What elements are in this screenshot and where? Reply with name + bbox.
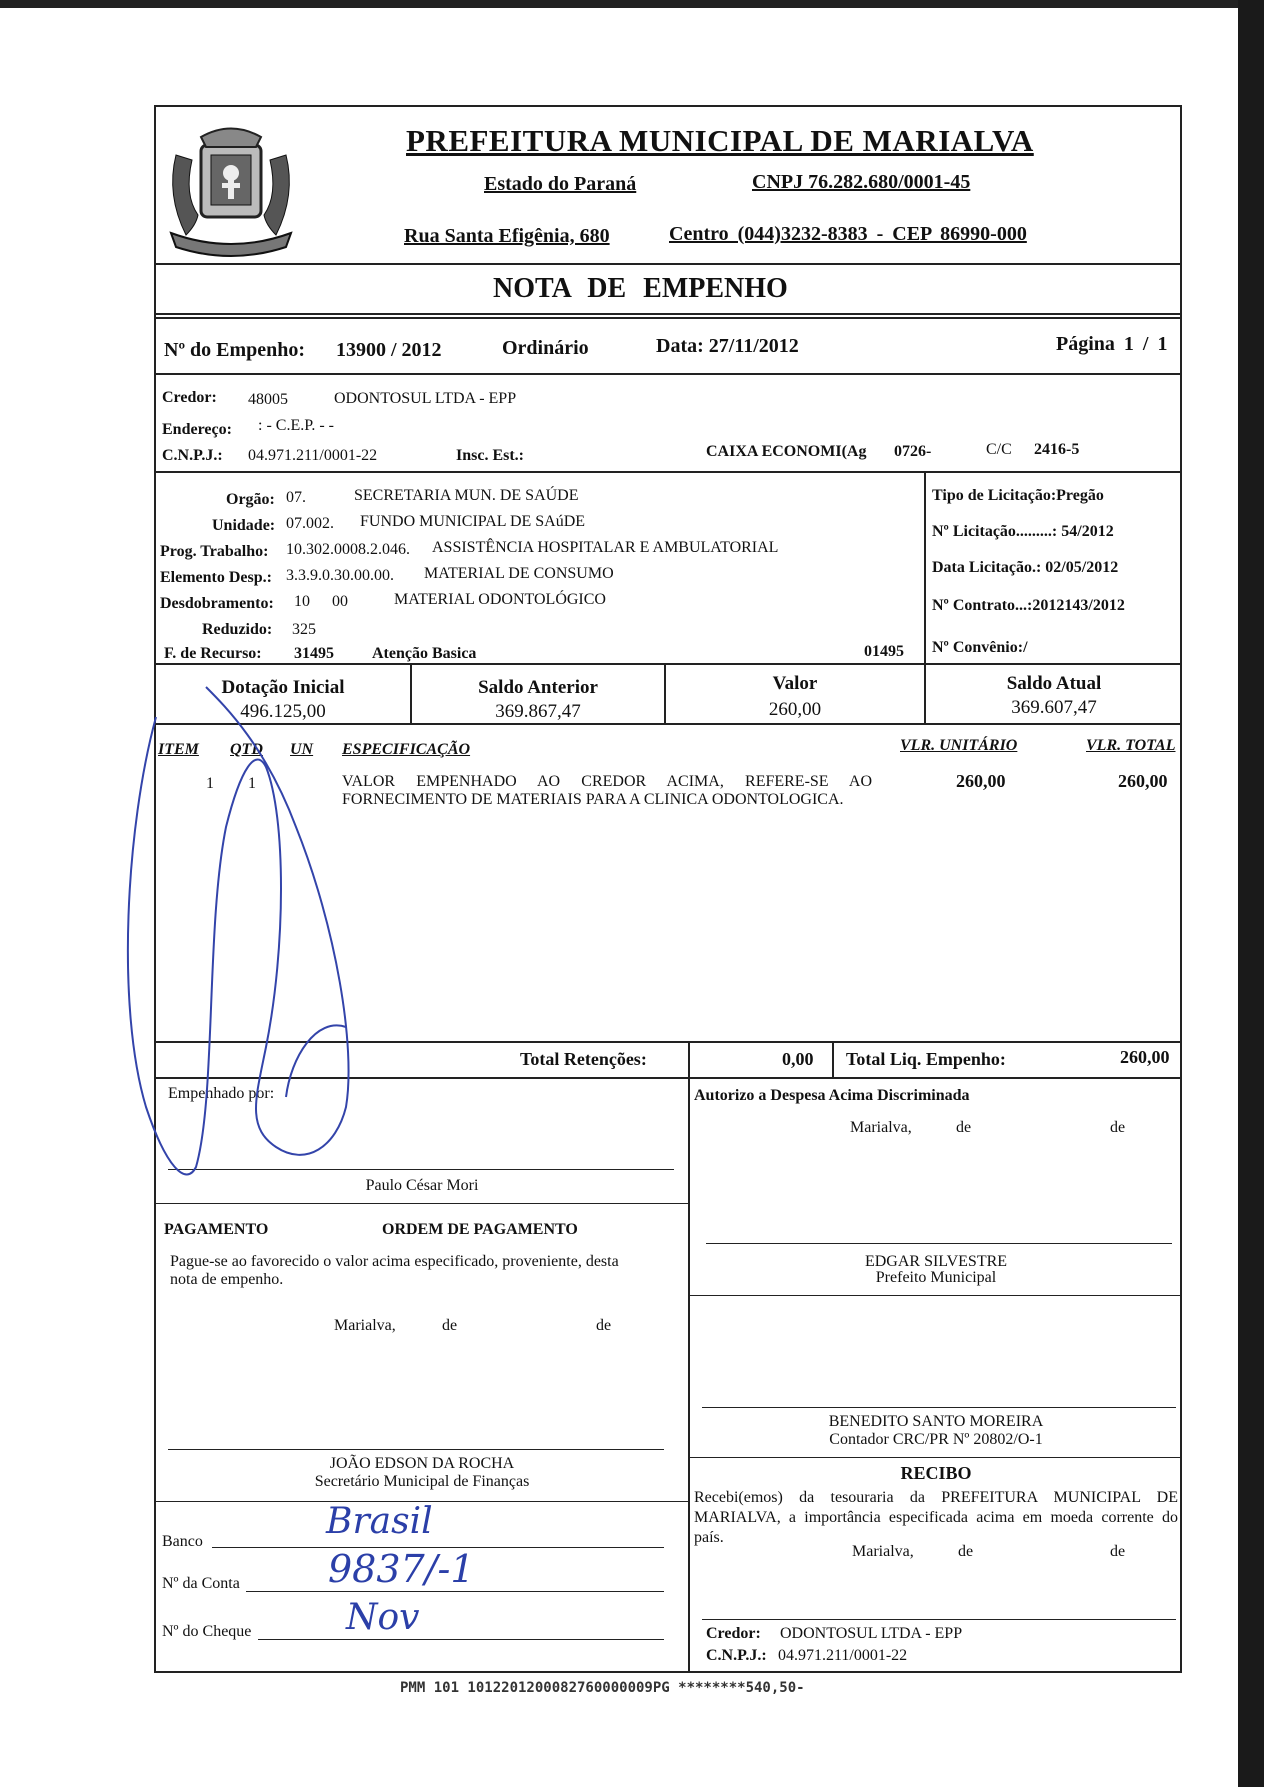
conta-handwriting: 9837/-1 bbox=[328, 1547, 475, 1591]
credor-bank: CAIXA ECONOMI(Ag bbox=[706, 443, 867, 460]
liq-label: Total Liq. Empenho: bbox=[846, 1049, 1006, 1069]
retencoes-value: 0,00 bbox=[782, 1049, 814, 1069]
cheque-line bbox=[258, 1639, 664, 1640]
pagamento-label: PAGAMENTO bbox=[164, 1221, 269, 1238]
recurso-label: F. de Recurso: bbox=[164, 645, 262, 662]
recibo-title: RECIBO bbox=[900, 1463, 972, 1483]
recibo-text-2: MARIALVA, a importância especificada acima em moeda corrente do bbox=[694, 1509, 1178, 1526]
empenho-number: 13900 / 2012 bbox=[336, 339, 442, 361]
divider bbox=[924, 471, 926, 663]
col-total: VLR. TOTAL bbox=[1086, 737, 1176, 754]
address-value: : - C.E.P. - - bbox=[258, 417, 334, 434]
item-total-value: 260,00 bbox=[1118, 771, 1168, 791]
banco-label: Banco bbox=[162, 1533, 203, 1550]
signature-line bbox=[702, 1407, 1176, 1408]
dotacao-value: 496.125,00 bbox=[240, 701, 326, 722]
state-name: Estado do Paraná bbox=[484, 173, 637, 195]
desdobramento-name: MATERIAL ODONTOLÓGICO bbox=[394, 591, 606, 608]
recibo-text-3: país. bbox=[694, 1529, 724, 1546]
municipality-title: PREFEITURA MUNICIPAL DE MARIALVA bbox=[406, 123, 1034, 158]
saldo-anterior-label: Saldo Anterior bbox=[478, 677, 598, 698]
recurso-code: 31495 bbox=[294, 645, 334, 662]
item-spec-line2: FORNECIMENTO DE MATERIAIS PARA A CLINICA ODONTOLOGICA. bbox=[342, 791, 844, 808]
credor-name: ODONTOSUL LTDA - EPP bbox=[334, 390, 517, 407]
account-label: C/C bbox=[986, 441, 1012, 458]
item-number: 1 bbox=[206, 775, 214, 792]
divider bbox=[156, 317, 1182, 319]
dotacao-label: Dotação Inicial bbox=[221, 677, 345, 698]
autorizo-label: Autorizo a Despesa Acima Discriminada bbox=[694, 1087, 970, 1104]
divider bbox=[688, 1077, 690, 1673]
pagamento-de-1: de bbox=[442, 1317, 458, 1334]
divider bbox=[690, 1295, 1182, 1296]
insc-est-label: Insc. Est.: bbox=[456, 447, 525, 464]
recibo-city: Marialva, bbox=[852, 1543, 914, 1560]
empenho-number-label: Nº do Empenho: bbox=[164, 339, 306, 361]
secretario-name: JOÃO EDSON DA ROCHA bbox=[329, 1455, 515, 1472]
conta-label: Nº da Conta bbox=[162, 1575, 240, 1592]
divider bbox=[156, 263, 1182, 265]
pagamento-text-2: nota de empenho. bbox=[170, 1271, 284, 1288]
orgao-label: Orgão: bbox=[226, 491, 275, 508]
unidade-code: 07.002. bbox=[286, 515, 334, 532]
scan-right-border bbox=[1238, 0, 1264, 1787]
banco-handwriting: Brasil bbox=[326, 1501, 433, 1542]
credor-agency: 0726- bbox=[894, 443, 932, 460]
elemento-name: MATERIAL DE CONSUMO bbox=[424, 565, 614, 582]
item-spec-line1: VALOR EMPENHADO AO CREDOR ACIMA, REFERE-SE AO bbox=[342, 773, 872, 790]
saldo-atual-label: Saldo Atual bbox=[1006, 673, 1102, 694]
pagamento-city: Marialva, bbox=[334, 1317, 396, 1334]
recibo-text-1: Recebi(emos) da tesouraria da PREFEITURA MUNICIPAL DE bbox=[694, 1489, 1178, 1506]
municipality-contact: Centro (044)3232-8383 - CEP 86990-000 bbox=[669, 223, 1027, 245]
recibo-de-1: de bbox=[958, 1543, 974, 1560]
elemento-code: 3.3.9.0.30.00.00. bbox=[286, 567, 394, 584]
prog-name: ASSISTÊNCIA HOSPITALAR E AMBULATORIAL bbox=[432, 539, 779, 556]
scan-top-border bbox=[0, 0, 1264, 8]
cnpj-label: C.N.P.J.: bbox=[162, 447, 223, 464]
convenio-numero: Nº Convênio:/ bbox=[932, 639, 1028, 656]
contador-name: BENEDITO SANTO MOREIRA bbox=[828, 1413, 1044, 1430]
divider bbox=[156, 313, 1182, 315]
valor-label: Valor bbox=[772, 673, 818, 694]
divider bbox=[156, 373, 1182, 375]
prefeito-name: EDGAR SILVESTRE bbox=[864, 1253, 1008, 1270]
reduzido-label: Reduzido: bbox=[202, 621, 273, 638]
page-number: Página 1 / 1 bbox=[1056, 333, 1168, 355]
recibo-de-2: de bbox=[1110, 1543, 1126, 1560]
divider bbox=[156, 471, 1182, 473]
elemento-label: Elemento Desp.: bbox=[160, 569, 272, 586]
credor-code: 48005 bbox=[248, 391, 288, 408]
cheque-handwriting: Nov bbox=[346, 1597, 420, 1638]
credor-label: Credor: bbox=[162, 389, 217, 406]
recurso-name: Atenção Basica bbox=[372, 645, 477, 662]
desdobramento-code: 10 00 bbox=[294, 593, 348, 610]
autorizo-de-2: de bbox=[1110, 1119, 1126, 1136]
prog-code: 10.302.0008.2.046. bbox=[286, 541, 410, 558]
ordem-pagamento-label: ORDEM DE PAGAMENTO bbox=[382, 1221, 578, 1238]
unidade-name: FUNDO MUNICIPAL DE SAúDE bbox=[360, 513, 586, 530]
desdobramento-label: Desdobramento: bbox=[160, 595, 274, 612]
item-unit-value: 260,00 bbox=[956, 771, 1006, 791]
liq-value: 260,00 bbox=[1120, 1047, 1170, 1067]
address-label: Endereço: bbox=[162, 421, 232, 438]
licitacao-numero: Nº Licitação.........: 54/2012 bbox=[932, 523, 1114, 540]
col-item: ITEM bbox=[158, 741, 199, 758]
col-qtd: QTD bbox=[230, 741, 263, 758]
licitacao-tipo: Tipo de Licitação:Pregão bbox=[932, 487, 1104, 504]
recibo-cnpj-label: C.N.P.J.: bbox=[706, 1647, 767, 1664]
recibo-credor-label: Credor: bbox=[706, 1625, 761, 1642]
empenhado-por-label: Empenhado por: bbox=[168, 1085, 275, 1102]
prefeito-title: Prefeito Municipal bbox=[875, 1269, 997, 1286]
signature-line bbox=[168, 1449, 664, 1450]
licitacao-data: Data Licitação.: 02/05/2012 bbox=[932, 559, 1119, 576]
municipal-crest-icon bbox=[156, 115, 306, 265]
autorizo-city: Marialva, bbox=[850, 1119, 912, 1136]
retencoes-label: Total Retenções: bbox=[520, 1049, 647, 1069]
pagamento-text-1: Pague-se ao favorecido o valor acima especificado, proveniente, desta bbox=[170, 1253, 619, 1270]
orgao-code: 07. bbox=[286, 489, 306, 506]
credor-account: 2416-5 bbox=[1034, 441, 1080, 458]
municipality-address: Rua Santa Efigênia, 680 bbox=[404, 225, 610, 247]
document-barcode-text: PMM 101 1012201200082760000009PG ********540,50- bbox=[400, 1680, 805, 1696]
contador-title: Contador CRC/PR Nº 20802/O-1 bbox=[829, 1431, 1043, 1448]
empenho-date: Data: 27/11/2012 bbox=[656, 335, 799, 357]
credor-cnpj: 04.971.211/0001-22 bbox=[248, 447, 378, 464]
autorizo-de-1: de bbox=[956, 1119, 972, 1136]
document-title: NOTA DE EMPENHO bbox=[493, 273, 788, 304]
valor-value: 260,00 bbox=[768, 699, 822, 720]
divider bbox=[690, 1457, 1182, 1458]
conta-line bbox=[246, 1591, 664, 1592]
signature-line bbox=[706, 1243, 1172, 1244]
cheque-label: Nº do Cheque bbox=[162, 1623, 252, 1640]
secretario-title: Secretário Municipal de Finanças bbox=[314, 1473, 530, 1490]
empenhado-name: Paulo César Mori bbox=[365, 1177, 479, 1194]
item-qtd: 1 bbox=[248, 775, 256, 792]
recibo-cnpj: 04.971.211/0001-22 bbox=[778, 1647, 908, 1664]
municipality-cnpj: CNPJ 76.282.680/0001-45 bbox=[752, 171, 971, 193]
col-un: UN bbox=[290, 741, 314, 758]
handwritten-signature-icon bbox=[116, 627, 436, 1227]
saldo-atual-value: 369.607,47 bbox=[1011, 697, 1097, 718]
unidade-label: Unidade: bbox=[212, 517, 276, 534]
contrato-numero: Nº Contrato...:2012143/2012 bbox=[932, 597, 1125, 614]
orgao-name: SECRETARIA MUN. DE SAÚDE bbox=[354, 487, 579, 504]
prog-label: Prog. Trabalho: bbox=[160, 543, 269, 560]
pagamento-de-2: de bbox=[596, 1317, 612, 1334]
col-unit: VLR. UNITÁRIO bbox=[900, 737, 1018, 754]
reduzido-value: 325 bbox=[292, 621, 316, 638]
recibo-credor-name: ODONTOSUL LTDA - EPP bbox=[780, 1625, 963, 1642]
recurso-ref: 01495 bbox=[864, 643, 904, 660]
nota-de-empenho-form bbox=[154, 105, 1182, 1673]
saldo-anterior-value: 369.867,47 bbox=[495, 701, 581, 722]
col-spec: ESPECIFICAÇÃO bbox=[342, 741, 471, 758]
empenho-type: Ordinário bbox=[502, 337, 589, 359]
divider bbox=[832, 1041, 834, 1077]
signature-line bbox=[702, 1619, 1176, 1620]
divider bbox=[688, 1041, 690, 1077]
